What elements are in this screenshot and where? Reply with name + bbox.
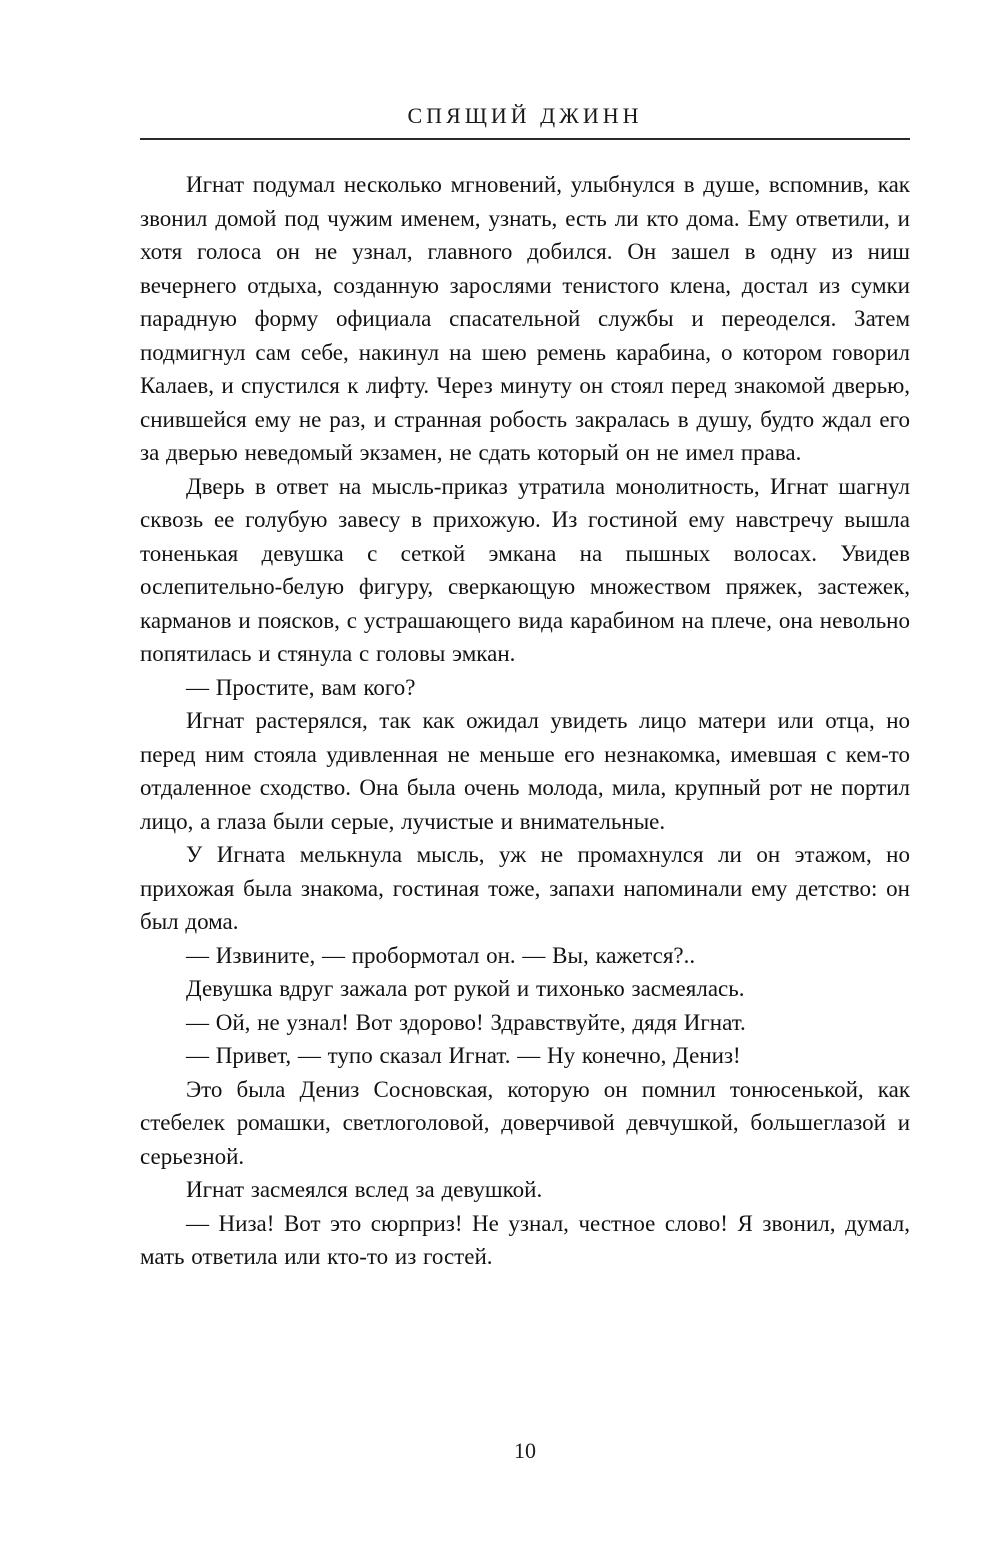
- paragraph-dialogue: — Извините, — пробормотал он. — Вы, кажется?..: [186, 942, 696, 968]
- paragraph: Это была Дениз Сосновская, которую он помнил тонюсенькой, как стебелек ромашки, светлоголовой, доверчивой девчушкой, большеглазой и серьезной.: [140, 1076, 910, 1169]
- paragraph: Игнат подумал несколько мгновений, улыбнулся в душе, вспомнив, как звонил домой под чужим именем, узнать, есть ли кто дома. Ему ответили, и хотя голоса он не узнал, главного добился. Он зашел в одну из ниш вечернего отдыха, созданную зарослями тенистого клена, достал из сумки парадную форму официала спасательной службы и переоделся. Затем подмигнул сам себе, накинул на шею ремень карабина, о котором говорил Калаев, и спустился к лифту. Через минуту он стоял перед знакомой дверью, снившейся ему не раз, и странная робость закралась в душу, будто ждал его за дверью неведомый экзамен, не сдать который он не имел права.: [140, 172, 910, 465]
- paragraph-dialogue: — Низа! Вот это сюрприз! Не узнал, честное слово! Я звонил, думал, мать ответила или кто-то из гостей.: [140, 1210, 910, 1269]
- paragraph-dialogue: — Ой, не узнал! Вот здорово! Здравствуйте, дядя Игнат.: [186, 1009, 746, 1035]
- paragraph: Девушка вдруг зажала рот рукой и тихонько засмеялась.: [186, 976, 745, 1001]
- body-text: [140, 168, 910, 1274]
- header-rule: [140, 138, 910, 140]
- chapter-title: СПЯЩИЙ ДЖИНН: [407, 103, 643, 128]
- running-head: [140, 0, 910, 140]
- book-page: [140, 0, 910, 1552]
- paragraph-dialogue: — Привет, — тупо сказал Игнат. — Ну конечно, Дениз!: [186, 1043, 741, 1068]
- paragraph-dialogue: — Простите, вам кого?: [186, 674, 416, 700]
- page-number: 10: [514, 1438, 536, 1463]
- paragraph: Игнат растерялся, так как ожидал увидеть лицо матери или отца, но перед ним стояла удивленная не меньше его незнакомка, имевшая с кем-то отдаленное сходство. Она была очень молода, мила, крупный рот не портил лицо, а глаза были серые, лучистые и внимательные.: [140, 708, 910, 834]
- paragraph: Игнат засмеялся вслед за девушкой.: [186, 1177, 543, 1202]
- paragraph: Дверь в ответ на мысль-приказ утратила монолитность, Игнат шагнул сквозь ее голубую завесу в прихожую. Из гостиной ему навстречу вышла тоненькая девушка с сеткой эмкана на пышных волосах. Увидев ослепительно-белую фигуру, сверкающую множеством пряжек, застежек, карманов и поясков, с устрашающего вида карабином на плече, она невольно попятилась и стянула с головы эмкан.: [140, 473, 910, 666]
- paragraph: У Игната мелькнула мысль, уж не промахнулся ли он этажом, но прихожая была знакома, гостиная тоже, запахи напоминали ему детство: он был дома.: [140, 842, 910, 934]
